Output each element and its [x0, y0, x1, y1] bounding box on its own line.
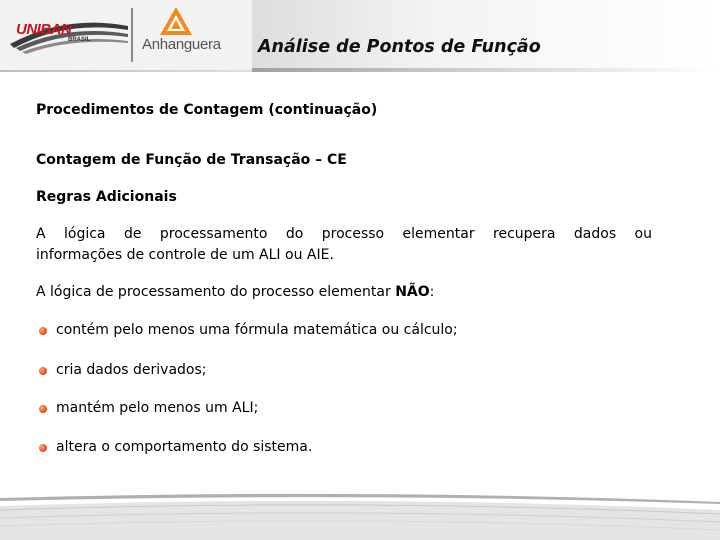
paragraph-2-prefix: A lógica de processamento do processo elementar [36, 284, 396, 300]
subsection-heading: Contagem de Função de Transação – CE [36, 152, 347, 168]
paragraph-1 [36, 224, 652, 266]
title-underline [252, 68, 720, 72]
slide-title: Análise de Pontos de Função [258, 37, 541, 57]
bullet-icon [39, 444, 47, 452]
paragraph-2-emphasis: NÃO [395, 284, 430, 300]
paragraph-1-line-1: A lógica de processamento do processo elementar recupera dados ou [36, 226, 652, 242]
paragraph-1-line-2: informações de controle de um ALI ou AIE. [36, 247, 334, 263]
paragraph-2-suffix: : [429, 284, 435, 300]
list-item-text: mantém pelo menos um ALI; [56, 400, 259, 416]
list-item-text: altera o comportamento do sistema. [56, 439, 313, 455]
list-item-text: cria dados derivados; [56, 362, 207, 378]
slide-header [0, 0, 720, 75]
bullet-icon [39, 327, 47, 335]
logo-area [0, 0, 252, 70]
bullet-icon [39, 405, 47, 413]
list-item-text: contém pelo menos uma fórmula matemática ou cálculo; [56, 322, 458, 338]
rules-heading: Regras Adicionais [36, 189, 177, 205]
anhanguera-wordmark: Anhanguera [142, 36, 221, 53]
bullet-icon [39, 367, 47, 375]
paragraph-2 [36, 284, 434, 300]
anhanguera-logo-icon [159, 6, 193, 36]
logo-divider [131, 8, 133, 62]
uniban-wordmark: UNIBAN [16, 21, 72, 38]
uniban-subtext: BRASIL [68, 37, 91, 43]
section-heading: Procedimentos de Contagem (continuação) [36, 102, 378, 118]
footer-swoosh-decoration [0, 480, 720, 540]
